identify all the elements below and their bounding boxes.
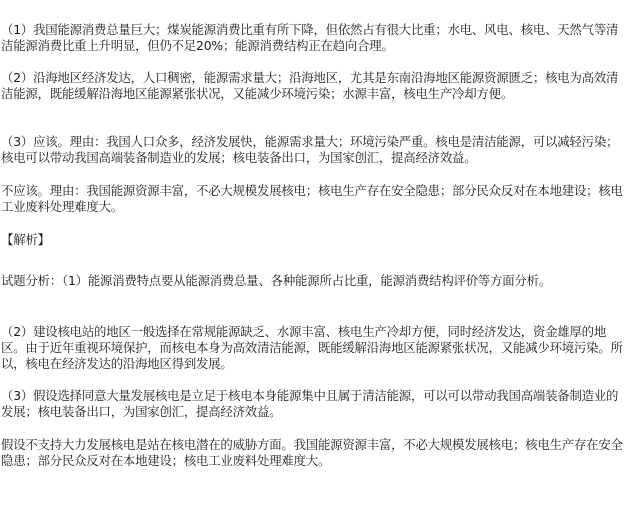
analysis-heading: 【解析】: [1, 232, 50, 247]
analysis-part-2: （2）建设核电站的地区一般选择在常规能源缺乏、水源丰富、核电生产冷却方便，同时经济发达，资金雄厚的地区。由于近年重视环境保护，而核电本身为高效清洁能源，既能缓解沿海地区能源紧张状况，又能减少环境污染。所以，核电在经济发达的沿海地区得到发展。: [1, 324, 623, 371]
answer-part-2: （2）沿海地区经济发达，人口稠密，能源需求量大；沿海地区，尤其是东南沿海地区能源资源匮乏；核电为高效清洁能源，既能缓解沿海地区能源紧张状况，又能减少环境污染；水源丰富，核电生产冷却方便。: [1, 70, 619, 101]
analysis-part-3-yes: （3）假设选择同意大量发展核电是立足于核电本身能源集中且属于清洁能源，可以可以带动我国高端装备制造业的发展；核电装备出口，为国家创汇，提高经济效益。: [1, 388, 619, 419]
analysis-intro: 试题分析：（1）能源消费特点要从能源消费总量、各种能源所占比重，能源消费结构评价等方面分析。: [1, 273, 552, 288]
answer-part-3-yes: （3）应该。理由：我国人口众多，经济发展快，能源需求量大；环境污染严重。核电是清洁能源，可以减轻污染；核电可以带动我国高端装备制造业的发展；核电装备出口，为国家创汇，提高经济效益。: [1, 134, 619, 165]
analysis-part-3-no: 假设不支持大力发展核电是站在核电潜在的威胁方面。我国能源资源丰富，不必大规模发展核电；核电生产存在安全隐患；部分民众反对在本地建设；核电工业废料处理难度大。: [1, 437, 623, 468]
answer-part-1: （1）我国能源消费总量巨大；煤炭能源消费比重有所下降，但依然占有很大比重；水电、风电、核电、天然气等清洁能源消费比重上升明显，但仍不足20%；能源消费结构正在趋向合理。: [1, 22, 619, 53]
answer-part-3-no: 不应该。理由：我国能源资源丰富，不必大规模发展核电；核电生产存在安全隐患；部分民众反对在本地建设；核电工业废料处理难度大。: [1, 183, 623, 214]
